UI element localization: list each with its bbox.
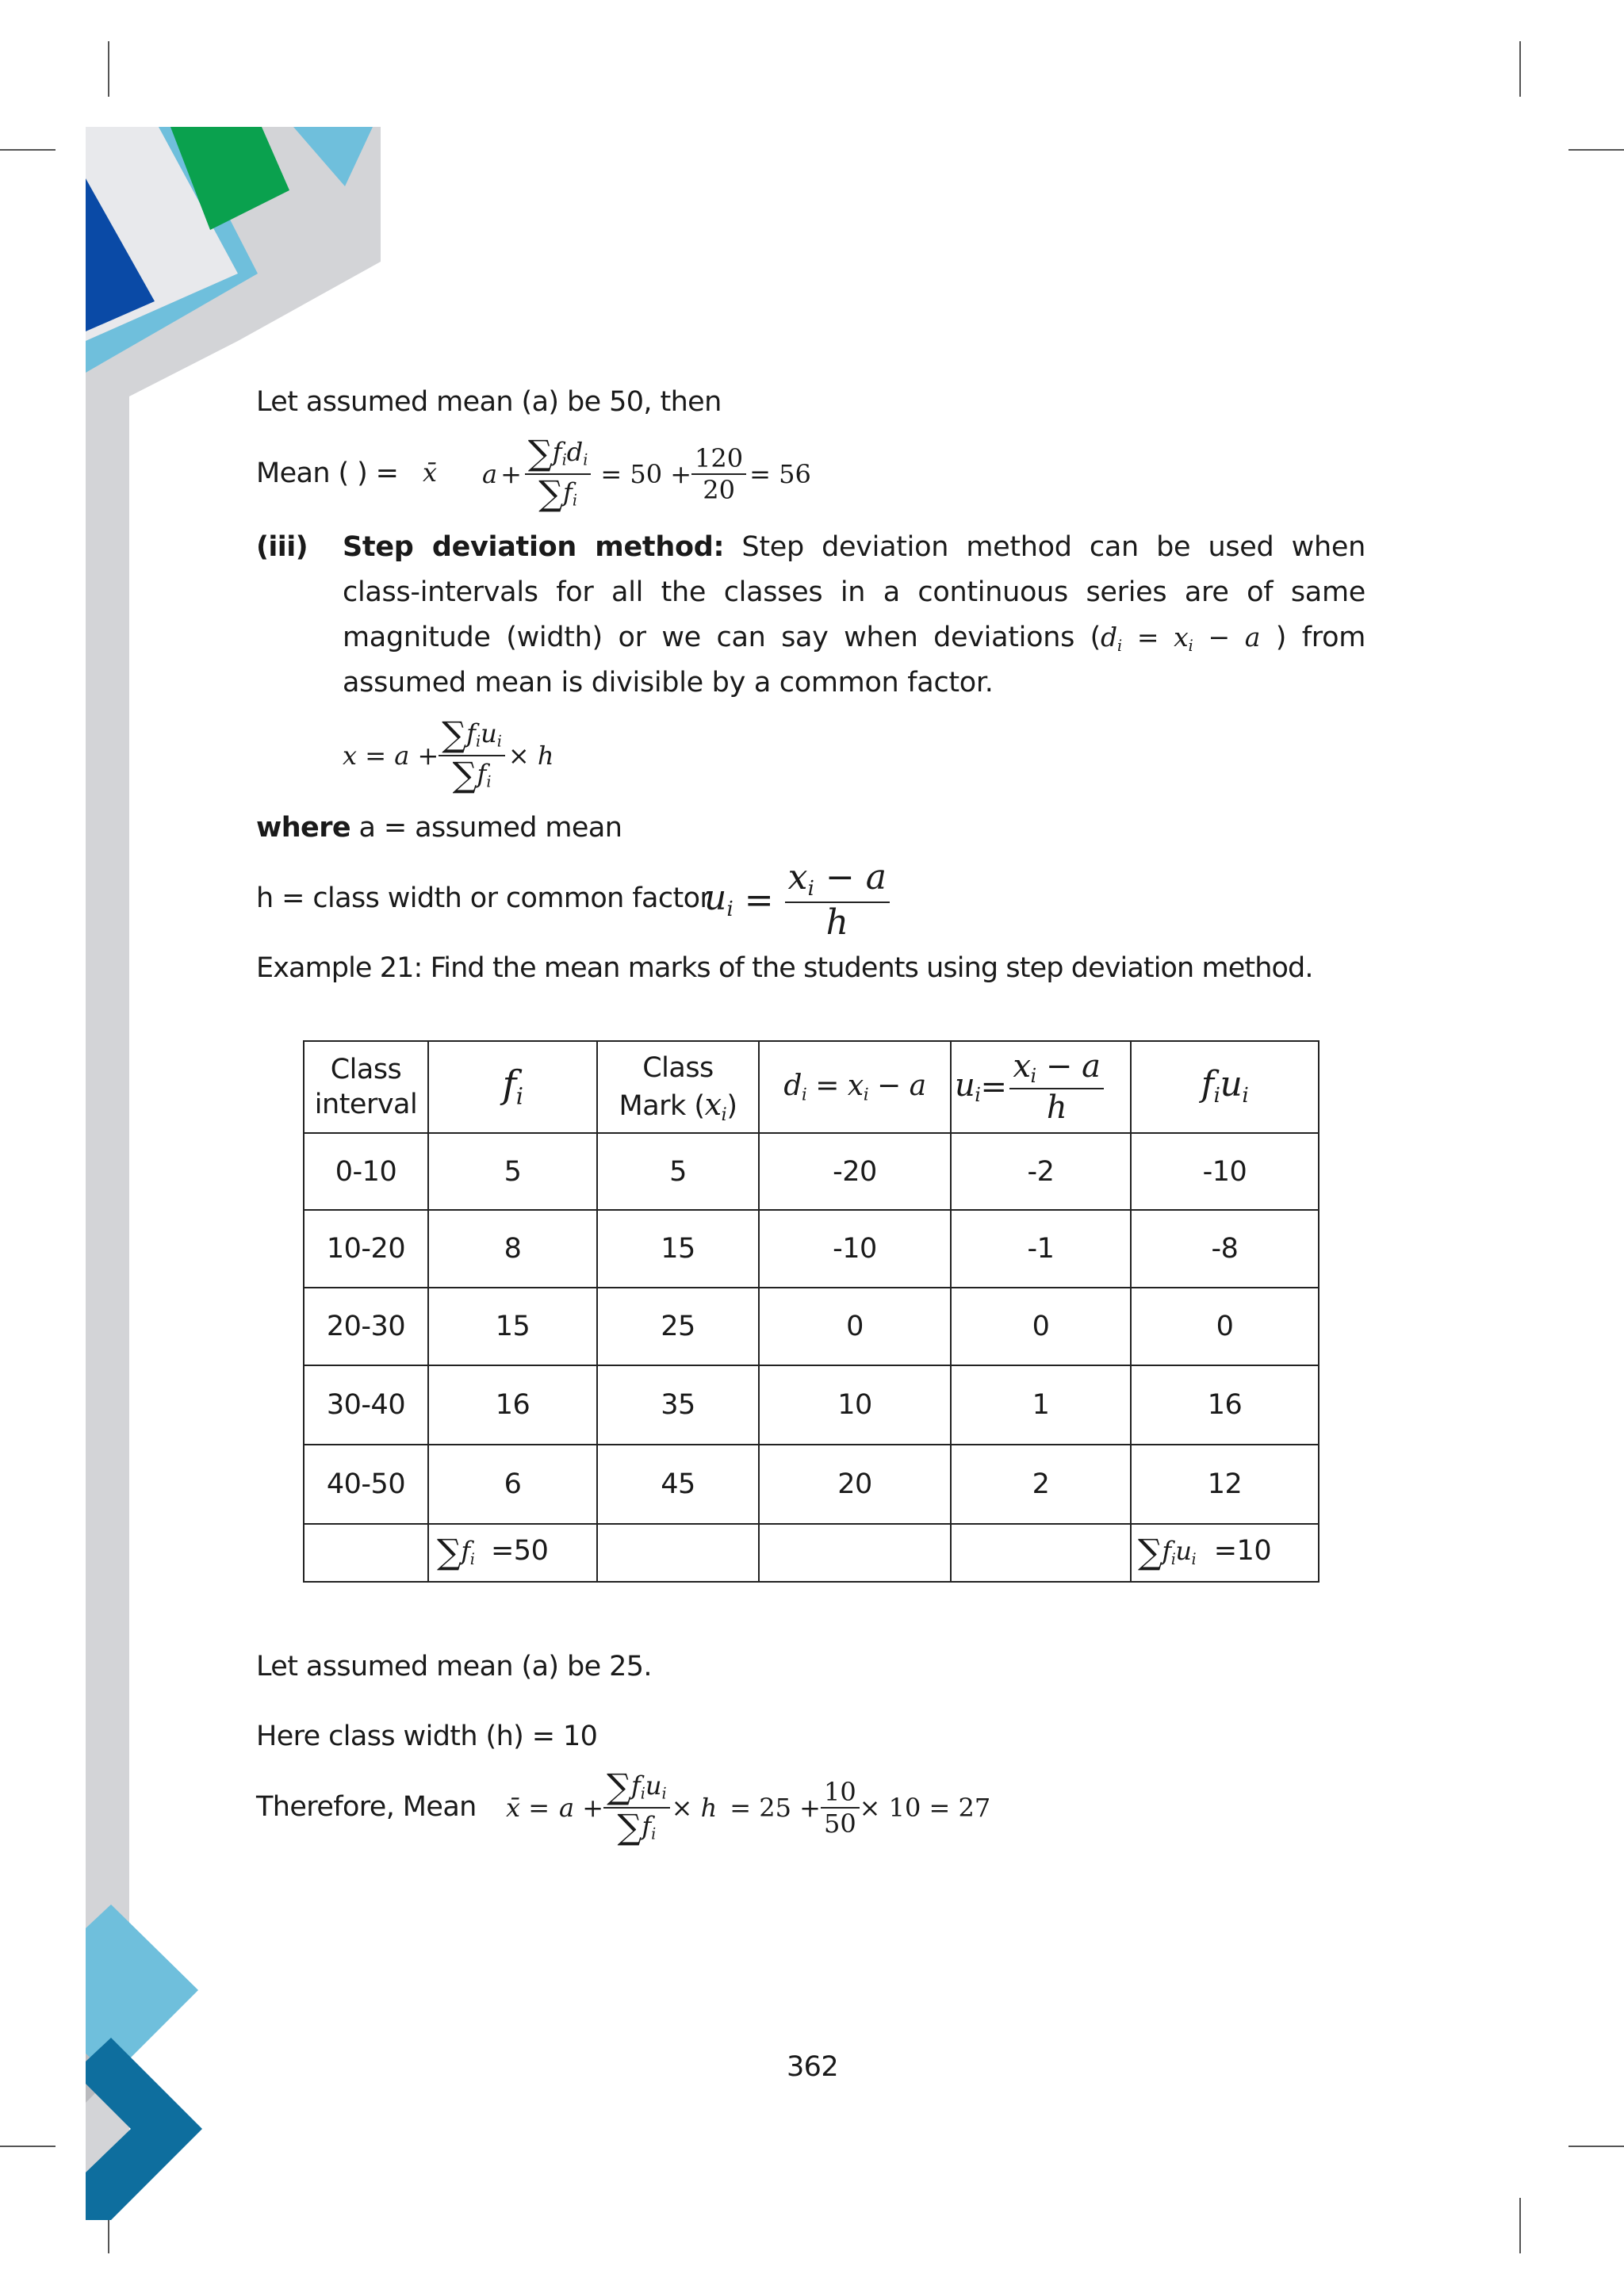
table-cell: 30-40 — [304, 1365, 428, 1445]
plus-sign: + — [500, 459, 522, 489]
step-formula-lhs: x = a + — [343, 741, 439, 771]
equals-50: = 50 + — [600, 459, 692, 489]
method-paragraph — [343, 525, 1365, 706]
table-cell: 0-10 — [304, 1133, 428, 1210]
table-cell — [951, 1524, 1131, 1582]
table-cell: 15 — [428, 1288, 597, 1365]
solution-line-1: Let assumed mean (a) be 25. — [256, 1651, 652, 1682]
final-xbar: x̄ = — [506, 1793, 550, 1823]
final-a: a + — [559, 1793, 604, 1823]
u-symbol: $u_i$ — [704, 877, 733, 921]
table-header-row — [304, 1041, 1319, 1133]
table-cell: -20 — [759, 1133, 951, 1210]
data-table — [303, 1040, 1320, 1583]
table-cell: 10 — [759, 1365, 951, 1445]
crop-mark — [1568, 149, 1624, 151]
table-cell: 1 — [951, 1365, 1131, 1445]
table-cell: -2 — [951, 1133, 1131, 1210]
table-cell: -10 — [759, 1210, 951, 1288]
u-fraction: $\frac{x_i - a}{h}$ — [785, 860, 890, 940]
header-class-interval: Class interval — [304, 1041, 428, 1133]
table-cell — [759, 1524, 951, 1582]
table-cell — [304, 1524, 428, 1582]
intro-line: Let assumed mean (a) be 50, then — [256, 386, 722, 418]
crop-mark — [1519, 41, 1521, 97]
table-cell: 5 — [428, 1133, 597, 1210]
table-cell: 0 — [1131, 1288, 1319, 1365]
table-cell: 2 — [951, 1445, 1131, 1524]
header-fi: $f_i$ — [428, 1041, 597, 1133]
table-cell: -10 — [1131, 1133, 1319, 1210]
grey-band — [86, 396, 129, 2172]
mean-formula — [482, 431, 811, 518]
where-keyword: where — [256, 812, 350, 844]
table-cell: 20 — [759, 1445, 951, 1524]
final-result: × 10 = 27 — [859, 1793, 991, 1823]
method-heading: Step deviation method: — [343, 531, 725, 563]
table-cell: 5 — [597, 1133, 759, 1210]
step-formula — [343, 712, 553, 799]
value-fraction: $\frac{120}{20}$ — [691, 446, 746, 503]
table-totals-row — [304, 1524, 1319, 1582]
table-cell: 6 — [428, 1445, 597, 1524]
u-equals: = — [744, 879, 774, 921]
header-ui: $u_i$ = $\frac{x_i - a}{h}$ — [951, 1041, 1131, 1133]
table-cell: 8 — [428, 1210, 597, 1288]
step-sum-fraction: $\frac{\sum f_iu_i}{\sum f_i}$ — [439, 718, 505, 793]
final-sum-fraction: $\frac{\sum f_iu_i}{\sum f_i}$ — [603, 1770, 670, 1845]
where-line — [256, 814, 622, 842]
final-times-h: × h — [671, 1793, 718, 1823]
final-equals-25: = 25 + — [730, 1793, 821, 1823]
final-value-fraction: $\frac{10}{50}$ — [821, 1779, 860, 1836]
method-body-1: Step deviation method can be used when class-intervals for all the classes in a continuous series are of same magnitude (width) or we can say when deviations ( — [343, 531, 1366, 653]
table-cell: 16 — [1131, 1365, 1319, 1445]
table-cell: 45 — [597, 1445, 759, 1524]
table-row — [304, 1288, 1319, 1365]
table-row — [304, 1210, 1319, 1288]
header-class-mark: Class Mark $(x_i)$ — [597, 1041, 759, 1133]
list-marker: (iii) — [256, 531, 308, 563]
solution-line-2: Here class width (h) = 10 — [256, 1721, 598, 1752]
deviation-expression: $d_i = x_i - a$ — [1101, 622, 1261, 655]
table-cell: 20-30 — [304, 1288, 428, 1365]
sum-fraction: $\frac{\sum f_id_i}{\sum f_i}$ — [525, 437, 591, 511]
table-cell: -1 — [951, 1210, 1131, 1288]
crop-mark — [1519, 2198, 1521, 2253]
u-formula — [704, 847, 890, 954]
sum-f-cell: $\sum f_i =50$ — [428, 1524, 597, 1582]
table-cell: 15 — [597, 1210, 759, 1288]
table-row — [304, 1133, 1319, 1210]
method-body-2: ) from assumed mean is divisible by a common factor. — [343, 622, 1365, 699]
table-cell: 35 — [597, 1365, 759, 1445]
final-formula — [506, 1764, 990, 1851]
table-row — [304, 1365, 1319, 1445]
table-cell: 40-50 — [304, 1445, 428, 1524]
assumed-a: a — [482, 459, 498, 489]
times-h: × h — [508, 741, 554, 771]
table-cell: 0 — [951, 1288, 1131, 1365]
xbar-symbol: x̄ — [423, 457, 438, 488]
table-cell: 16 — [428, 1365, 597, 1445]
table-cell: 0 — [759, 1288, 951, 1365]
table-cell: 25 — [597, 1288, 759, 1365]
sum-fu-cell: $\sum f_iu_i =10$ — [1131, 1524, 1319, 1582]
a-definition: a = assumed mean — [358, 812, 622, 844]
crop-mark — [1568, 2146, 1624, 2147]
table-cell: 12 — [1131, 1445, 1319, 1524]
page-number: 362 — [787, 2051, 839, 2083]
example-title: Example 21: Find the mean marks of the students using step deviation method. — [256, 952, 1313, 984]
table-cell: 10-20 — [304, 1210, 428, 1288]
mean-label: Mean ( ) = — [256, 457, 399, 489]
table-row — [304, 1445, 1319, 1524]
header-fiui: $f_iu_i$ — [1131, 1041, 1319, 1133]
table-cell — [597, 1524, 759, 1582]
equals-56: = 56 — [749, 459, 811, 489]
solution-line-3: Therefore, Mean — [256, 1791, 477, 1823]
table-cell: -8 — [1131, 1210, 1319, 1288]
h-definition: h = class width or common factor — [256, 882, 711, 914]
header-di: $d_i = x_i - a$ — [759, 1041, 951, 1133]
